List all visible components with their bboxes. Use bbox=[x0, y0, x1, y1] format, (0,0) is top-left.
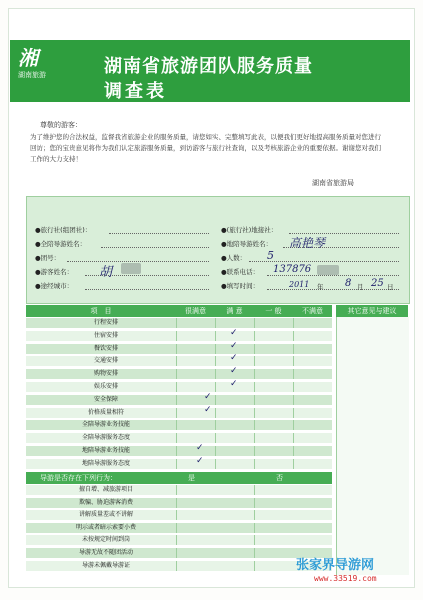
rating-cell-very[interactable] bbox=[176, 433, 216, 443]
col-satisfied-header: 满 意 bbox=[215, 305, 254, 317]
rating-cell-very[interactable] bbox=[176, 369, 216, 379]
agency-label: ●旅行社(组团社)： bbox=[35, 226, 92, 234]
behavior-section-title: 导游是否存在下列行为： bbox=[40, 474, 117, 482]
behavior-yes-header: 是 bbox=[188, 474, 195, 482]
rating-cell-unsat[interactable] bbox=[293, 395, 333, 405]
title-line-2: 调查表 bbox=[104, 81, 167, 102]
behavior-row-label: 导游无故不随团活动 bbox=[78, 549, 133, 556]
group-no-field-line bbox=[67, 261, 209, 262]
rating-cell-ok[interactable] bbox=[254, 433, 294, 443]
date-day: 25 bbox=[371, 278, 384, 289]
tourism-logo bbox=[18, 46, 62, 94]
behavior-row-label: 明示或者暗示索要小费 bbox=[75, 523, 136, 531]
guide-field-line bbox=[101, 247, 209, 248]
people-label: ●人数： bbox=[221, 254, 247, 262]
title-line-1: 湖南省旅游团队服务质量 bbox=[104, 56, 313, 77]
rating-cell-very[interactable] bbox=[176, 318, 216, 328]
behavior-cell-yes[interactable] bbox=[176, 548, 255, 558]
row-label: 地陪导游业务技能 bbox=[81, 447, 130, 454]
rating-cell-ok[interactable] bbox=[254, 344, 294, 354]
agency-field-line bbox=[109, 233, 209, 234]
behavior-cell-yes[interactable] bbox=[176, 535, 255, 545]
rating-cell-unsat[interactable] bbox=[293, 433, 333, 443]
row-label: 交通安排 bbox=[93, 357, 118, 365]
redacted-phone bbox=[317, 265, 339, 275]
rating-cell-very[interactable] bbox=[176, 356, 216, 366]
row-label: 全陪导游业务技能 bbox=[81, 421, 130, 429]
date-year: 2011 bbox=[289, 280, 310, 289]
row-label: 娱乐安排 bbox=[93, 383, 118, 390]
row-label: 住宿安排 bbox=[93, 331, 118, 339]
rating-cell-unsat[interactable] bbox=[293, 446, 333, 456]
rating-cell-very[interactable] bbox=[176, 420, 216, 430]
col-unsatisfied-header: 不满意 bbox=[293, 305, 332, 317]
route-field-line bbox=[85, 289, 209, 290]
col-ok-header: 一 般 bbox=[254, 305, 293, 317]
logo-mark: 湘 bbox=[18, 46, 38, 70]
route-label: ●途经城市： bbox=[35, 282, 74, 290]
behavior-cell-no[interactable] bbox=[254, 498, 333, 508]
rating-cell-sat[interactable] bbox=[215, 318, 255, 328]
rating-cell-unsat[interactable] bbox=[293, 459, 333, 469]
date-field-line bbox=[267, 289, 399, 290]
behavior-row-label: 导游未佩戴导游证 bbox=[81, 561, 130, 569]
rating-cell-ok[interactable] bbox=[254, 318, 294, 328]
rating-cell-ok[interactable] bbox=[254, 395, 294, 405]
rating-cell-ok[interactable] bbox=[254, 420, 294, 430]
check-mark-icon: ✓ bbox=[196, 443, 204, 453]
date-label: ●填写时间： bbox=[221, 282, 260, 290]
behavior-cell-no[interactable] bbox=[254, 535, 333, 545]
behavior-cell-yes[interactable] bbox=[176, 510, 255, 520]
local-agency-label: ●(旅行社)地接社： bbox=[221, 226, 278, 234]
info-panel bbox=[26, 196, 410, 304]
check-mark-icon: ✓ bbox=[230, 366, 238, 377]
watermark-url: www.33519.com bbox=[314, 574, 377, 583]
behavior-row-label: 欺骗、胁迫游客消费 bbox=[78, 498, 133, 506]
year-label: 年 bbox=[317, 283, 324, 291]
rating-cell-very[interactable] bbox=[176, 331, 216, 341]
behavior-cell-yes[interactable] bbox=[176, 561, 255, 571]
rating-cell-unsat[interactable] bbox=[293, 318, 333, 328]
phone-field-line bbox=[267, 275, 399, 276]
watermark-title: 张家界导游网 bbox=[296, 558, 375, 573]
rating-cell-unsat[interactable] bbox=[293, 369, 333, 379]
row-label: 餐饮安排 bbox=[93, 344, 118, 352]
local-guide-value: 高艳琴 bbox=[289, 236, 326, 250]
rating-cell-very[interactable] bbox=[176, 382, 216, 392]
behavior-row-label: 擅自增、减旅游项目 bbox=[78, 486, 133, 493]
group-no-label: ●团号： bbox=[35, 254, 61, 262]
check-mark-icon: ✓ bbox=[204, 391, 212, 402]
visitor-value: 胡 bbox=[99, 265, 113, 280]
people-value: 5 bbox=[267, 249, 274, 262]
remark-column[interactable] bbox=[336, 317, 409, 575]
rating-cell-sat[interactable] bbox=[215, 408, 255, 418]
rating-cell-unsat[interactable] bbox=[293, 420, 333, 430]
rating-table bbox=[26, 305, 408, 575]
check-mark-icon: ✓ bbox=[230, 379, 238, 389]
rating-cell-sat[interactable] bbox=[215, 420, 255, 430]
behavior-cell-no[interactable] bbox=[254, 510, 333, 520]
rating-cell-unsat[interactable] bbox=[293, 356, 333, 366]
day-label: 日 bbox=[387, 283, 394, 291]
rating-cell-very[interactable] bbox=[176, 344, 216, 354]
behavior-cell-yes[interactable] bbox=[176, 523, 255, 533]
behavior-no-header: 否 bbox=[276, 474, 283, 482]
rating-cell-unsat[interactable] bbox=[293, 408, 333, 418]
signature: 湖南省旅游局 bbox=[312, 179, 354, 187]
check-mark-icon: ✓ bbox=[230, 340, 238, 351]
rating-cell-unsat[interactable] bbox=[293, 344, 333, 354]
phone-label: ●联系电话： bbox=[221, 268, 260, 276]
col-item-header: 项 目 bbox=[26, 305, 176, 317]
behavior-cell-no[interactable] bbox=[254, 523, 333, 533]
visitor-label: ●游客姓名： bbox=[35, 268, 74, 276]
row-label: 全陪导游服务态度 bbox=[81, 434, 130, 442]
behavior-cell-yes[interactable] bbox=[176, 485, 255, 495]
letter-body: 为了维护您的合法权益，监督我省旅游企业的服务质量，请您如实、完整填写此表，以便我们更好地提高服务质量对您进行回访；您的宝贵意见将作为我们认定旅游服务质量，到访游客与旅行社查询，以及考核旅游企业的重要依据。谢谢您对我们工作的大力支持！ bbox=[30, 133, 381, 163]
date-month: 8 bbox=[345, 278, 352, 289]
rating-cell-ok[interactable] bbox=[254, 382, 294, 392]
rating-cell-unsat[interactable] bbox=[293, 331, 333, 341]
check-mark-icon: ✓ bbox=[196, 455, 204, 466]
local-guide-label: ●地陪导游姓名： bbox=[221, 240, 273, 248]
rating-cell-ok[interactable] bbox=[254, 459, 294, 469]
rating-cell-ok[interactable] bbox=[254, 356, 294, 366]
redacted-name bbox=[121, 263, 141, 274]
month-label: 月 bbox=[357, 283, 364, 291]
check-mark-icon: ✓ bbox=[230, 353, 238, 364]
row-label: 地陪导游服务态度 bbox=[81, 459, 130, 467]
rating-cell-ok[interactable] bbox=[254, 408, 294, 418]
check-mark-icon: ✓ bbox=[230, 327, 238, 338]
row-label: 购物安排 bbox=[93, 370, 118, 378]
phone-value: 137876 bbox=[273, 264, 312, 275]
rating-cell-unsat[interactable] bbox=[293, 382, 333, 392]
row-label: 安全保障 bbox=[93, 395, 118, 403]
row-label: 价格质量相符 bbox=[87, 408, 124, 416]
guide-label: ●全陪导游姓名： bbox=[35, 240, 87, 248]
check-mark-icon: ✓ bbox=[204, 404, 212, 415]
greeting: 尊敬的游客： bbox=[40, 121, 82, 129]
col-remark-header: 其它意见与建议 bbox=[336, 305, 408, 317]
rating-cell-ok[interactable] bbox=[254, 369, 294, 379]
logo-caption: 湖南旅游 bbox=[18, 71, 46, 79]
rating-cell-ok[interactable] bbox=[254, 331, 294, 341]
col-very-satisfied-header: 很满意 bbox=[176, 305, 215, 317]
behavior-section-header bbox=[26, 472, 332, 484]
rating-cell-sat[interactable] bbox=[215, 433, 255, 443]
behavior-row-label: 未按规定时间到岗 bbox=[81, 536, 130, 544]
rating-cell-sat[interactable] bbox=[215, 446, 255, 456]
behavior-cell-yes[interactable] bbox=[176, 498, 255, 508]
row-label: 行程安排 bbox=[93, 319, 118, 326]
rating-cell-sat[interactable] bbox=[215, 395, 255, 405]
rating-cell-ok[interactable] bbox=[254, 446, 294, 456]
behavior-cell-no[interactable] bbox=[254, 485, 333, 495]
rating-cell-sat[interactable] bbox=[215, 459, 255, 469]
behavior-row-label: 讲解质量差或不讲解 bbox=[78, 511, 133, 519]
